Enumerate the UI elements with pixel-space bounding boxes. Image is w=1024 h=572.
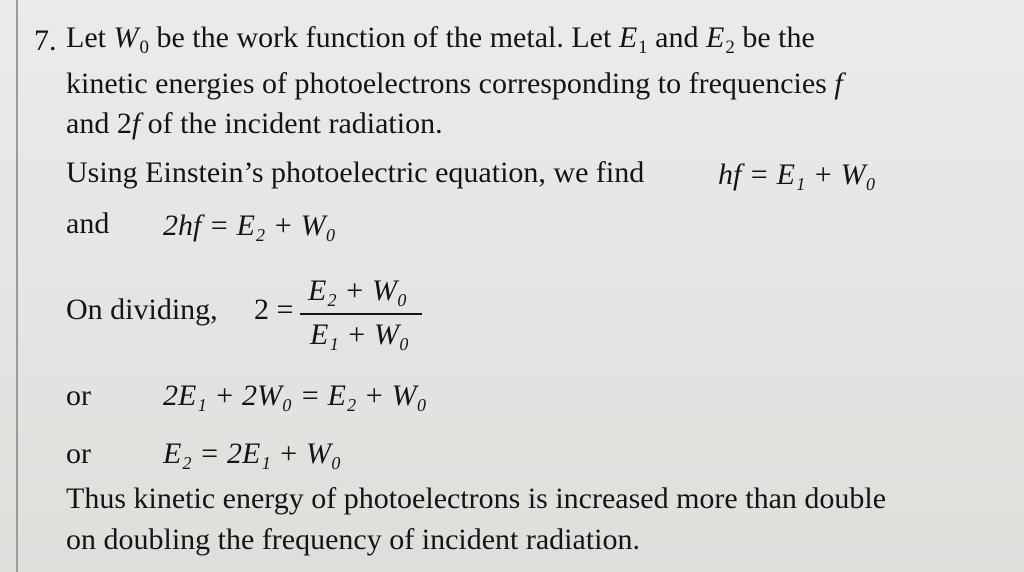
fraction-bar bbox=[300, 313, 422, 315]
dividing-label: On dividing, bbox=[66, 293, 218, 326]
fraction-denominator: E₁ + W₀ bbox=[310, 318, 410, 351]
connector-or-1: or bbox=[66, 379, 91, 412]
intro-work-function-text: be the work function of the metal. Let bbox=[156, 21, 612, 54]
einstein-statement bbox=[66, 155, 644, 191]
intro-line-1 bbox=[66, 20, 815, 66]
conclusion-line-1: Thus kinetic energy of photoelectrons is increased more than double bbox=[66, 482, 887, 515]
intro-and: and bbox=[655, 21, 699, 54]
intro-let: Let bbox=[66, 21, 106, 54]
intro-kinetic-text: kinetic energies of photoelectrons corresponding to frequencies bbox=[66, 67, 827, 100]
intro-line-3 bbox=[66, 106, 443, 142]
question-number: 7. bbox=[34, 24, 57, 57]
page-edge-rule bbox=[16, 0, 18, 572]
equation-2: 2hf = E₂ + W₀ bbox=[163, 209, 336, 242]
intro-line-2 bbox=[66, 66, 843, 102]
intro-incident-text: of the incident radiation. bbox=[147, 107, 443, 140]
symbol-2f: 2f bbox=[116, 107, 141, 140]
symbol-e1: $E_1$ bbox=[618, 21, 648, 58]
fraction-lhs: 2 = bbox=[254, 293, 294, 326]
equation-1: hf = E₁ + W₀ bbox=[718, 158, 876, 191]
fraction-numerator: E₂ + W₀ bbox=[308, 274, 408, 307]
intro-be-the: be the bbox=[742, 21, 815, 54]
statement-text: Using Einstein’s photoelectric equation, we find bbox=[66, 156, 645, 189]
connector-or-2: or bbox=[66, 437, 91, 470]
symbol-work-function: $W_0$ bbox=[113, 21, 149, 58]
conclusion-line-2: on doubling the frequency of incident radiation. bbox=[66, 523, 640, 556]
symbol-e2: $E_2$ bbox=[706, 21, 735, 58]
equation-3: 2E₁ + 2W₀ = E₂ + W₀ bbox=[163, 379, 428, 412]
fraction bbox=[300, 274, 424, 356]
intro-and-2f: and bbox=[66, 107, 110, 140]
connector-and: and bbox=[66, 207, 110, 240]
symbol-f: f bbox=[834, 67, 843, 100]
equation-4: E₂ = 2E₁ + W₀ bbox=[163, 437, 342, 470]
